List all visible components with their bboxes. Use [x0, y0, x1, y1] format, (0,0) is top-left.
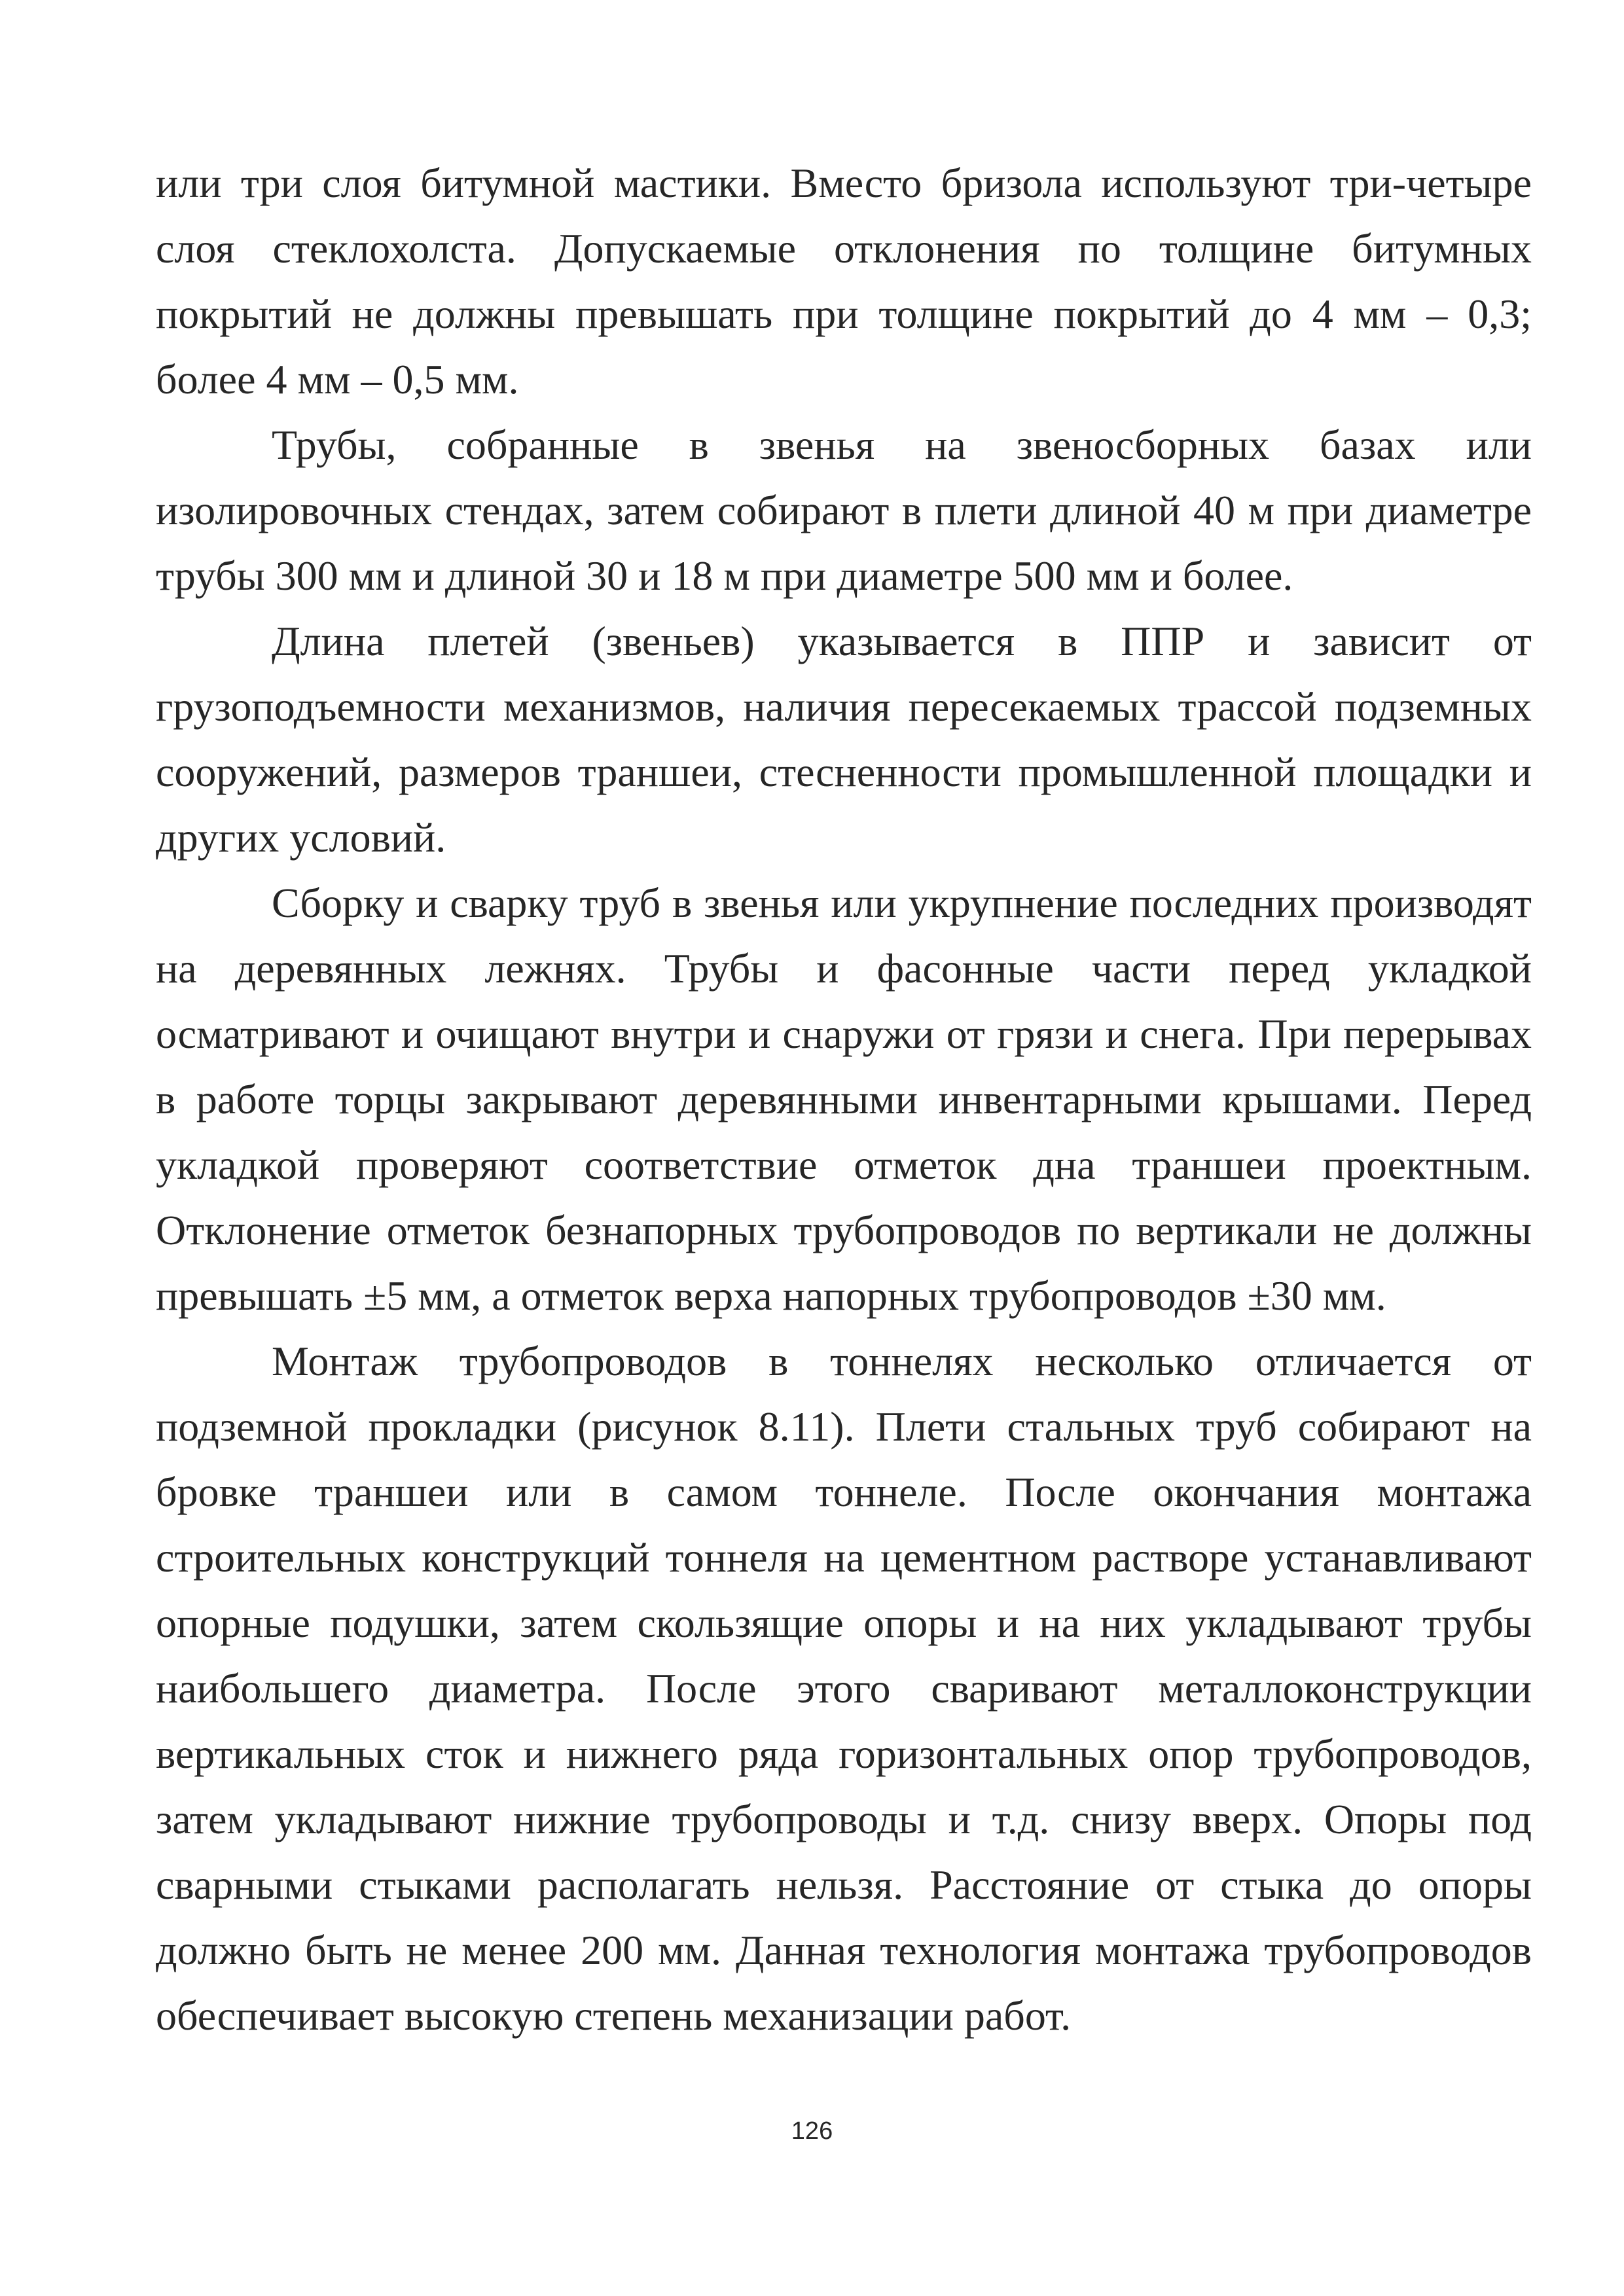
- paragraph-lash-length: Длина плетей (звеньев) указывается в ППР и зависит от грузоподъемности механизмов, наличия пересекаемых трассой подземных сооружений, размеров траншеи, стесненности промышленной площадки и других условий.: [156, 618, 1532, 861]
- page-number: 126: [791, 2117, 833, 2145]
- paragraph-welding-assembly: Сборку и сварку труб в звенья или укрупнение последних производят на деревянных лежнях. Трубы и фасонные части перед укладкой осматривают и очищают внутри и снаружи от грязи и снега. При перерывах в работе торцы закрывают деревянными инвентарными крышами. Перед укладкой проверяют соответствие отметок дна траншеи проектным. Отклонение отметок безнапорных трубопроводов по вертикали не должны превышать ±5 мм, а отметок верха напорных трубопроводов ±30 мм.: [156, 880, 1532, 1319]
- body-text: [156, 151, 1532, 2049]
- paragraph-tunnel-installation: Монтаж трубопроводов в тоннелях несколько отличается от подземной прокладки (рисунок 8.11). Плети стальных труб собирают на бровке траншеи или в самом тоннеле. После окончания монтажа строительных конструкций тоннеля на цементном растворе устанавливают опорные подушки, затем скользящие опоры и на них укладывают трубы наибольшего диаметра. После этого сваривают металлоконструкции вертикальных сток и нижнего ряда горизонтальных опор трубопроводов, затем укладывают нижние трубопроводы и т.д. снизу вверх. Опоры под сварными стыками располагать нельзя. Расстояние от стыка до опоры должно быть не менее 200 мм. Данная технология монтажа трубопроводов обеспечивает высокую степень механизации работ.: [156, 1338, 1532, 2039]
- paragraph-pipe-assembly: Трубы, собранные в звенья на звеносборных базах или изолировочных стендах, затем собирают в плети длиной 40 м при диаметре трубы 300 мм и длиной 30 и 18 м при диаметре 500 мм и более.: [156, 422, 1532, 599]
- paragraph-bitumen-coating: или три слоя битумной мастики. Вместо бризола используют три-четыре слоя стеклохолста. Допускаемые отклонения по толщине битумных покрытий не должны превышать при толщине покрытий до 4 мм – 0,3; более 4 мм – 0,5 мм.: [156, 160, 1532, 403]
